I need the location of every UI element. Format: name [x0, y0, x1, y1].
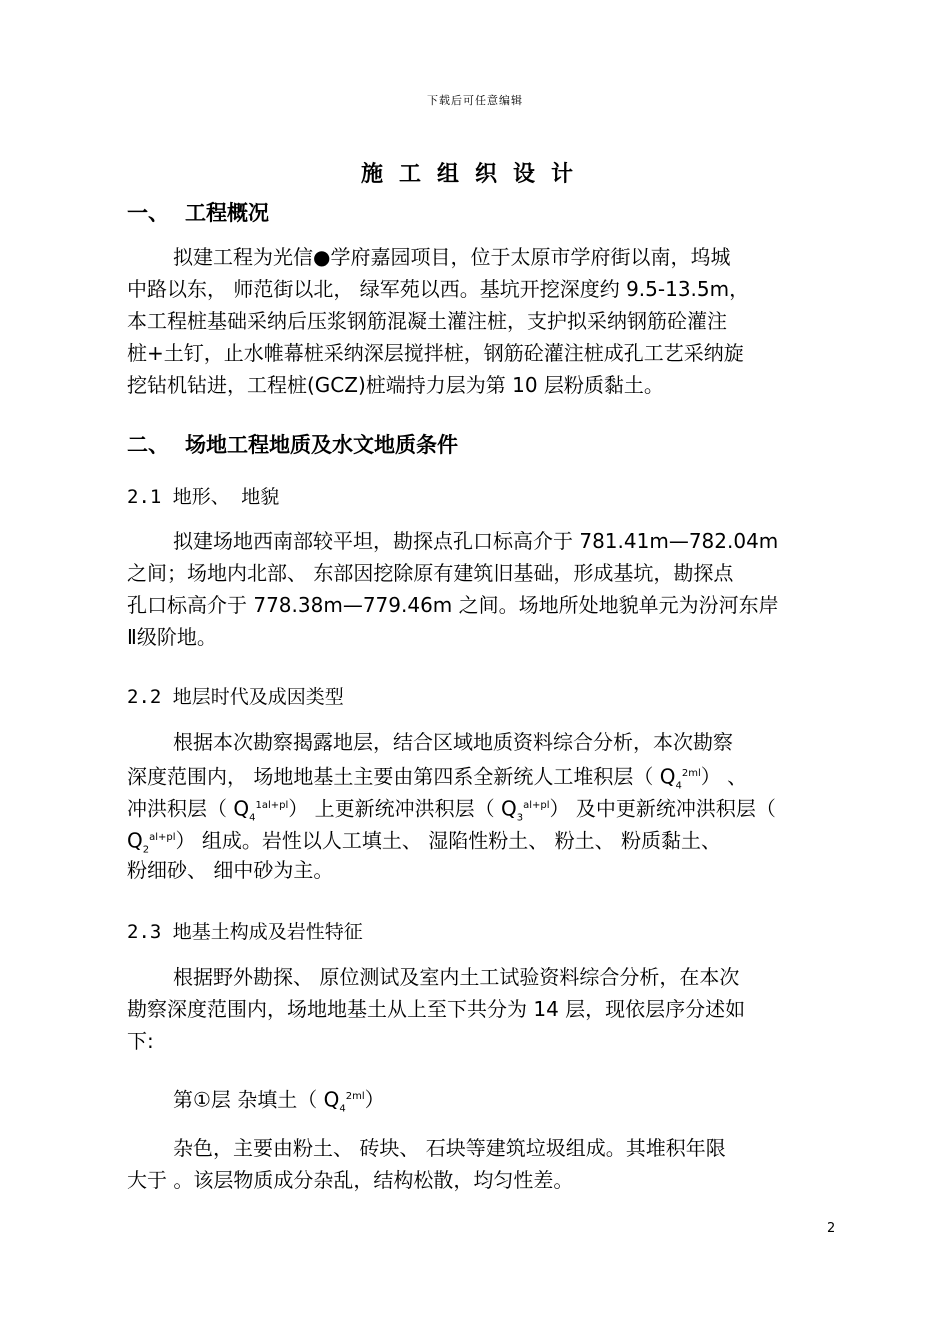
section-2-heading [127, 429, 458, 459]
subsection-2-3-heading: 2.3 地基土构成及岩性特征 [127, 921, 363, 943]
superscript: 1al+pl [255, 800, 289, 811]
text-line [127, 790, 839, 822]
text-line: 拟建工程为光信●学府嘉园项目，位于太原市学府街以南，坞城 [173, 245, 731, 269]
subscript: 3 [516, 812, 524, 824]
subsection-2-1-heading: 2.1 地形、 地貌 [127, 486, 280, 508]
text-fragment: ） 及中更新统冲洪积层（ [549, 796, 776, 821]
text-line: 挖钻机钻进，工程桩(GCZ)桩端持力层为第 10 层粉质黏土。 [127, 373, 664, 397]
paragraph-strata [127, 726, 839, 886]
text-line: Ⅱ级阶地。 [127, 625, 217, 649]
paragraph-layer-1 [127, 1132, 839, 1196]
text-line: 孔口标高介于 778.38m—779.46m 之间。场地所处地貌单元为汾河东岸 [127, 593, 779, 617]
page-header: 下载后可任意编辑 [427, 94, 523, 107]
subscript: 4 [675, 780, 682, 792]
document-title: 施工组织设计 [360, 162, 589, 187]
superscript: al+pl [149, 832, 176, 843]
superscript: 2ml [345, 1091, 365, 1102]
page-number: 2 [827, 1221, 836, 1236]
paragraph-foundation-soil [127, 961, 839, 1057]
text-line: 桩+土钉，止水帷幕桩采纳深层搅拌桩，钢筋砼灌注桩成孔工艺采纳旋 [127, 341, 744, 365]
paragraph-topography [127, 525, 839, 653]
text-line: 杂色，主要由粉土、 砖块、 石块等建筑垃圾组成。其堆积年限 [173, 1136, 726, 1160]
section-2-number: 二、 [127, 433, 169, 457]
text-line: 大于 。该层物质成分杂乱，结构松散，均匀性差。 [127, 1168, 574, 1192]
text-line: 勘察深度范围内，场地地基土从上至下共分为 14 层，现依层序分述如 [127, 997, 746, 1021]
text-line [127, 1081, 839, 1113]
text-fragment: ） 上更新统冲洪积层（ Q [288, 796, 517, 821]
subsection-2-2-heading: 2.2 地层时代及成因类型 [127, 686, 344, 708]
text-line [127, 822, 839, 854]
text-fragment: 第①层 杂填土（ Q [173, 1087, 340, 1112]
text-line [127, 758, 839, 790]
subscript: 2 [142, 844, 150, 856]
text-line: 粉细砂、 细中砂为主。 [127, 858, 334, 882]
text-fragment: 冲洪积层（ Q [127, 796, 250, 821]
section-1-heading [127, 197, 269, 227]
text-line: 本工程桩基础采纳后压浆钢筋混凝土灌注桩，支护拟采纳钢筋砼灌注 [127, 309, 727, 333]
text-fragment: ） 组成。岩性以人工填土、 湿陷性粉土、 粉土、 粉质黏土、 [175, 828, 721, 853]
layer-1-heading [127, 1081, 839, 1113]
text-line: 根据本次勘察揭露地层，结合区域地质资料综合分析，本次勘察 [173, 730, 733, 754]
text-line: 拟建场地西南部较平坦，勘探点孔口标高介于 781.41m—782.04m [173, 529, 779, 553]
text-fragment: ） 、 [700, 764, 748, 789]
section-1-title: 工程概况 [185, 201, 269, 225]
text-fragment: Q [127, 828, 143, 853]
text-line: 中路以东， 师范街以北， 绿军苑以西。基坑开挖深度约 9.5-13.5m， [127, 277, 750, 301]
text-fragment: 深度范围内， 场地地基土主要由第四系全新统人工堆积层（ Q [127, 764, 676, 789]
subscript: 4 [249, 812, 256, 824]
superscript: 2ml [681, 768, 701, 779]
section-2-title: 场地工程地质及水文地质条件 [185, 433, 458, 457]
section-1-number: 一、 [127, 201, 169, 225]
text-fragment: ） [364, 1087, 385, 1112]
text-line: 下: [127, 1029, 154, 1053]
paragraph-overview [127, 241, 839, 401]
superscript: al+pl [523, 800, 550, 811]
text-line: 根据野外勘探、 原位测试及室内土工试验资料综合分析，在本次 [173, 965, 740, 989]
subscript: 4 [339, 1103, 346, 1115]
text-line: 之间；场地内北部、 东部因挖除原有建筑旧基础，形成基坑，勘探点 [127, 561, 734, 585]
